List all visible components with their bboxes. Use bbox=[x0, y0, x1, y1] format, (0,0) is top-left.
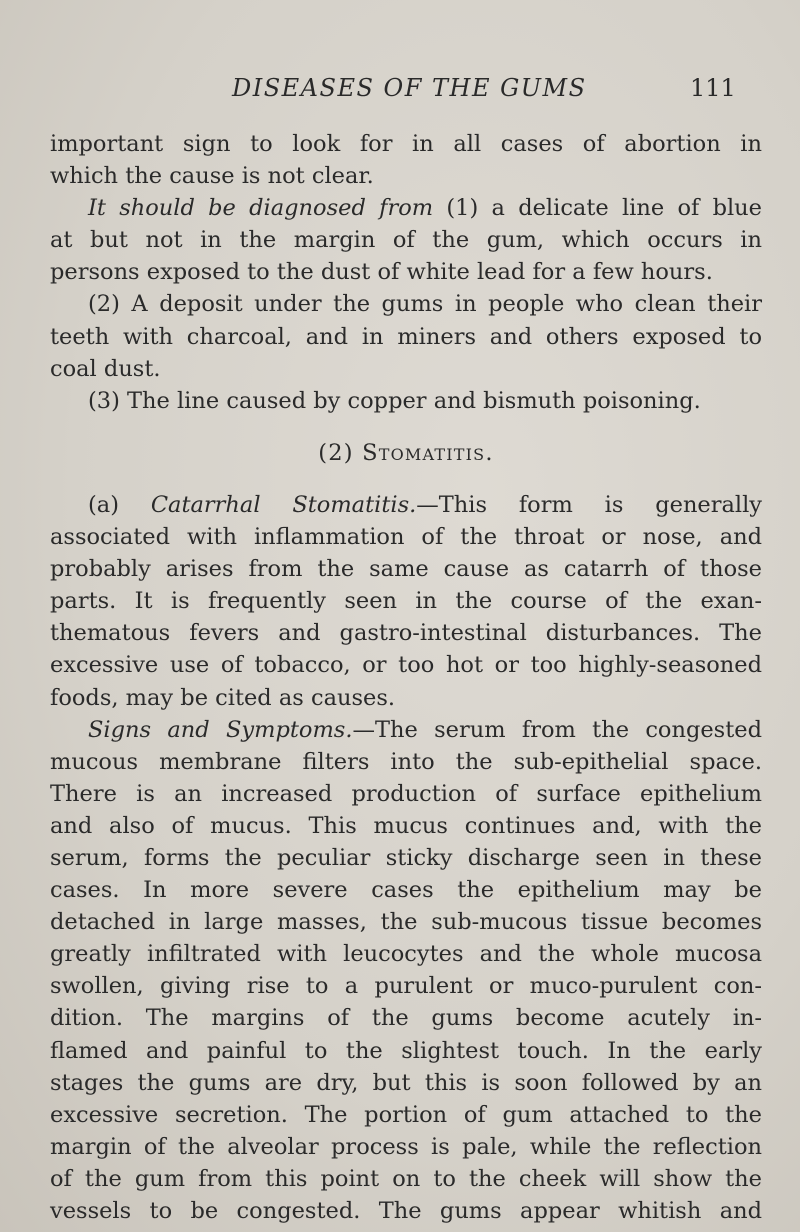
italic-lead: Catarrhal Stomatitis. bbox=[150, 491, 417, 518]
page-number: 111 bbox=[690, 74, 736, 102]
text-line bbox=[50, 714, 762, 746]
text-line: detached in large masses, the sub-mucous tissue becomes bbox=[50, 909, 762, 936]
section-heading: (2) Stomatitis. bbox=[318, 439, 494, 466]
text-line: greatly infiltrated with leucocytes and the whole mucosa bbox=[50, 941, 762, 968]
text-line: and also of mucus. This mucus continues and, with the bbox=[50, 812, 762, 839]
text-line: swollen, giving rise to a purulent or muco-purulent con- bbox=[50, 973, 762, 1000]
text-line: stages the gums are dry, but this is soon followed by an bbox=[50, 1069, 762, 1096]
running-head-title: DISEASES OF THE GUMS bbox=[232, 74, 587, 102]
text-line: probably arises from the same cause as catarrh of those bbox=[50, 556, 762, 583]
text-line: persons exposed to the dust of white lead for a few hours. bbox=[50, 259, 713, 286]
text-line: of the gum from this point on to the cheek will show the bbox=[50, 1165, 762, 1192]
text-line: coal dust. bbox=[50, 355, 161, 382]
text-line: foods, may be cited as causes. bbox=[50, 684, 396, 711]
text-line: teeth with charcoal, and in miners and others exposed to bbox=[50, 323, 762, 350]
text-fragment: —This form is generally bbox=[416, 491, 763, 518]
text-line: margin of the alveolar process is pale, while the reflection bbox=[50, 1133, 762, 1160]
text-line: excessive secretion. The portion of gum attached to the bbox=[50, 1101, 762, 1128]
text-line: dition. The margins of the gums become acutely in- bbox=[50, 1005, 762, 1032]
body-text bbox=[50, 128, 762, 1227]
text-line: (3) The line caused by copper and bismuth poisoning. bbox=[88, 387, 701, 414]
italic-lead: Signs and Symptoms. bbox=[88, 716, 353, 743]
text-fragment: (1) a delicate line of blue bbox=[433, 195, 762, 222]
text-fragment: —The serum from the congested bbox=[352, 716, 762, 743]
text-fragment: (a) bbox=[88, 491, 151, 518]
text-line: thematous fevers and gastro-intestinal disturbances. The bbox=[50, 620, 762, 647]
text-line: There is an increased production of surface epithelium bbox=[50, 780, 762, 807]
text-line: serum, forms the peculiar sticky discharge seen in these bbox=[50, 844, 762, 871]
text-line bbox=[50, 489, 762, 521]
italic-lead: It should be diagnosed from bbox=[88, 195, 434, 222]
text-line: excessive use of tobacco, or too hot or too highly-seasoned bbox=[50, 652, 762, 679]
text-line bbox=[50, 192, 762, 224]
text-line: (2) A deposit under the gums in people who clean their bbox=[88, 291, 762, 318]
text-line: important sign to look for in all cases of abortion in bbox=[50, 131, 762, 157]
text-line: cases. In more severe cases the epithelium may be bbox=[50, 877, 762, 904]
text-line: vessels to be congested. The gums appear whitish and bbox=[50, 1198, 762, 1224]
text-line: flamed and painful to the slightest touch. In the early bbox=[50, 1037, 762, 1064]
text-line: associated with inflammation of the throat or nose, and bbox=[50, 524, 762, 551]
running-head bbox=[0, 74, 800, 104]
text-line: at but not in the margin of the gum, which occurs in bbox=[50, 227, 762, 254]
text-line: which the cause is not clear. bbox=[50, 163, 374, 190]
text-line: mucous membrane filters into the sub-epithelial space. bbox=[50, 748, 762, 775]
text-line: parts. It is frequently seen in the course of the exan- bbox=[50, 588, 762, 615]
